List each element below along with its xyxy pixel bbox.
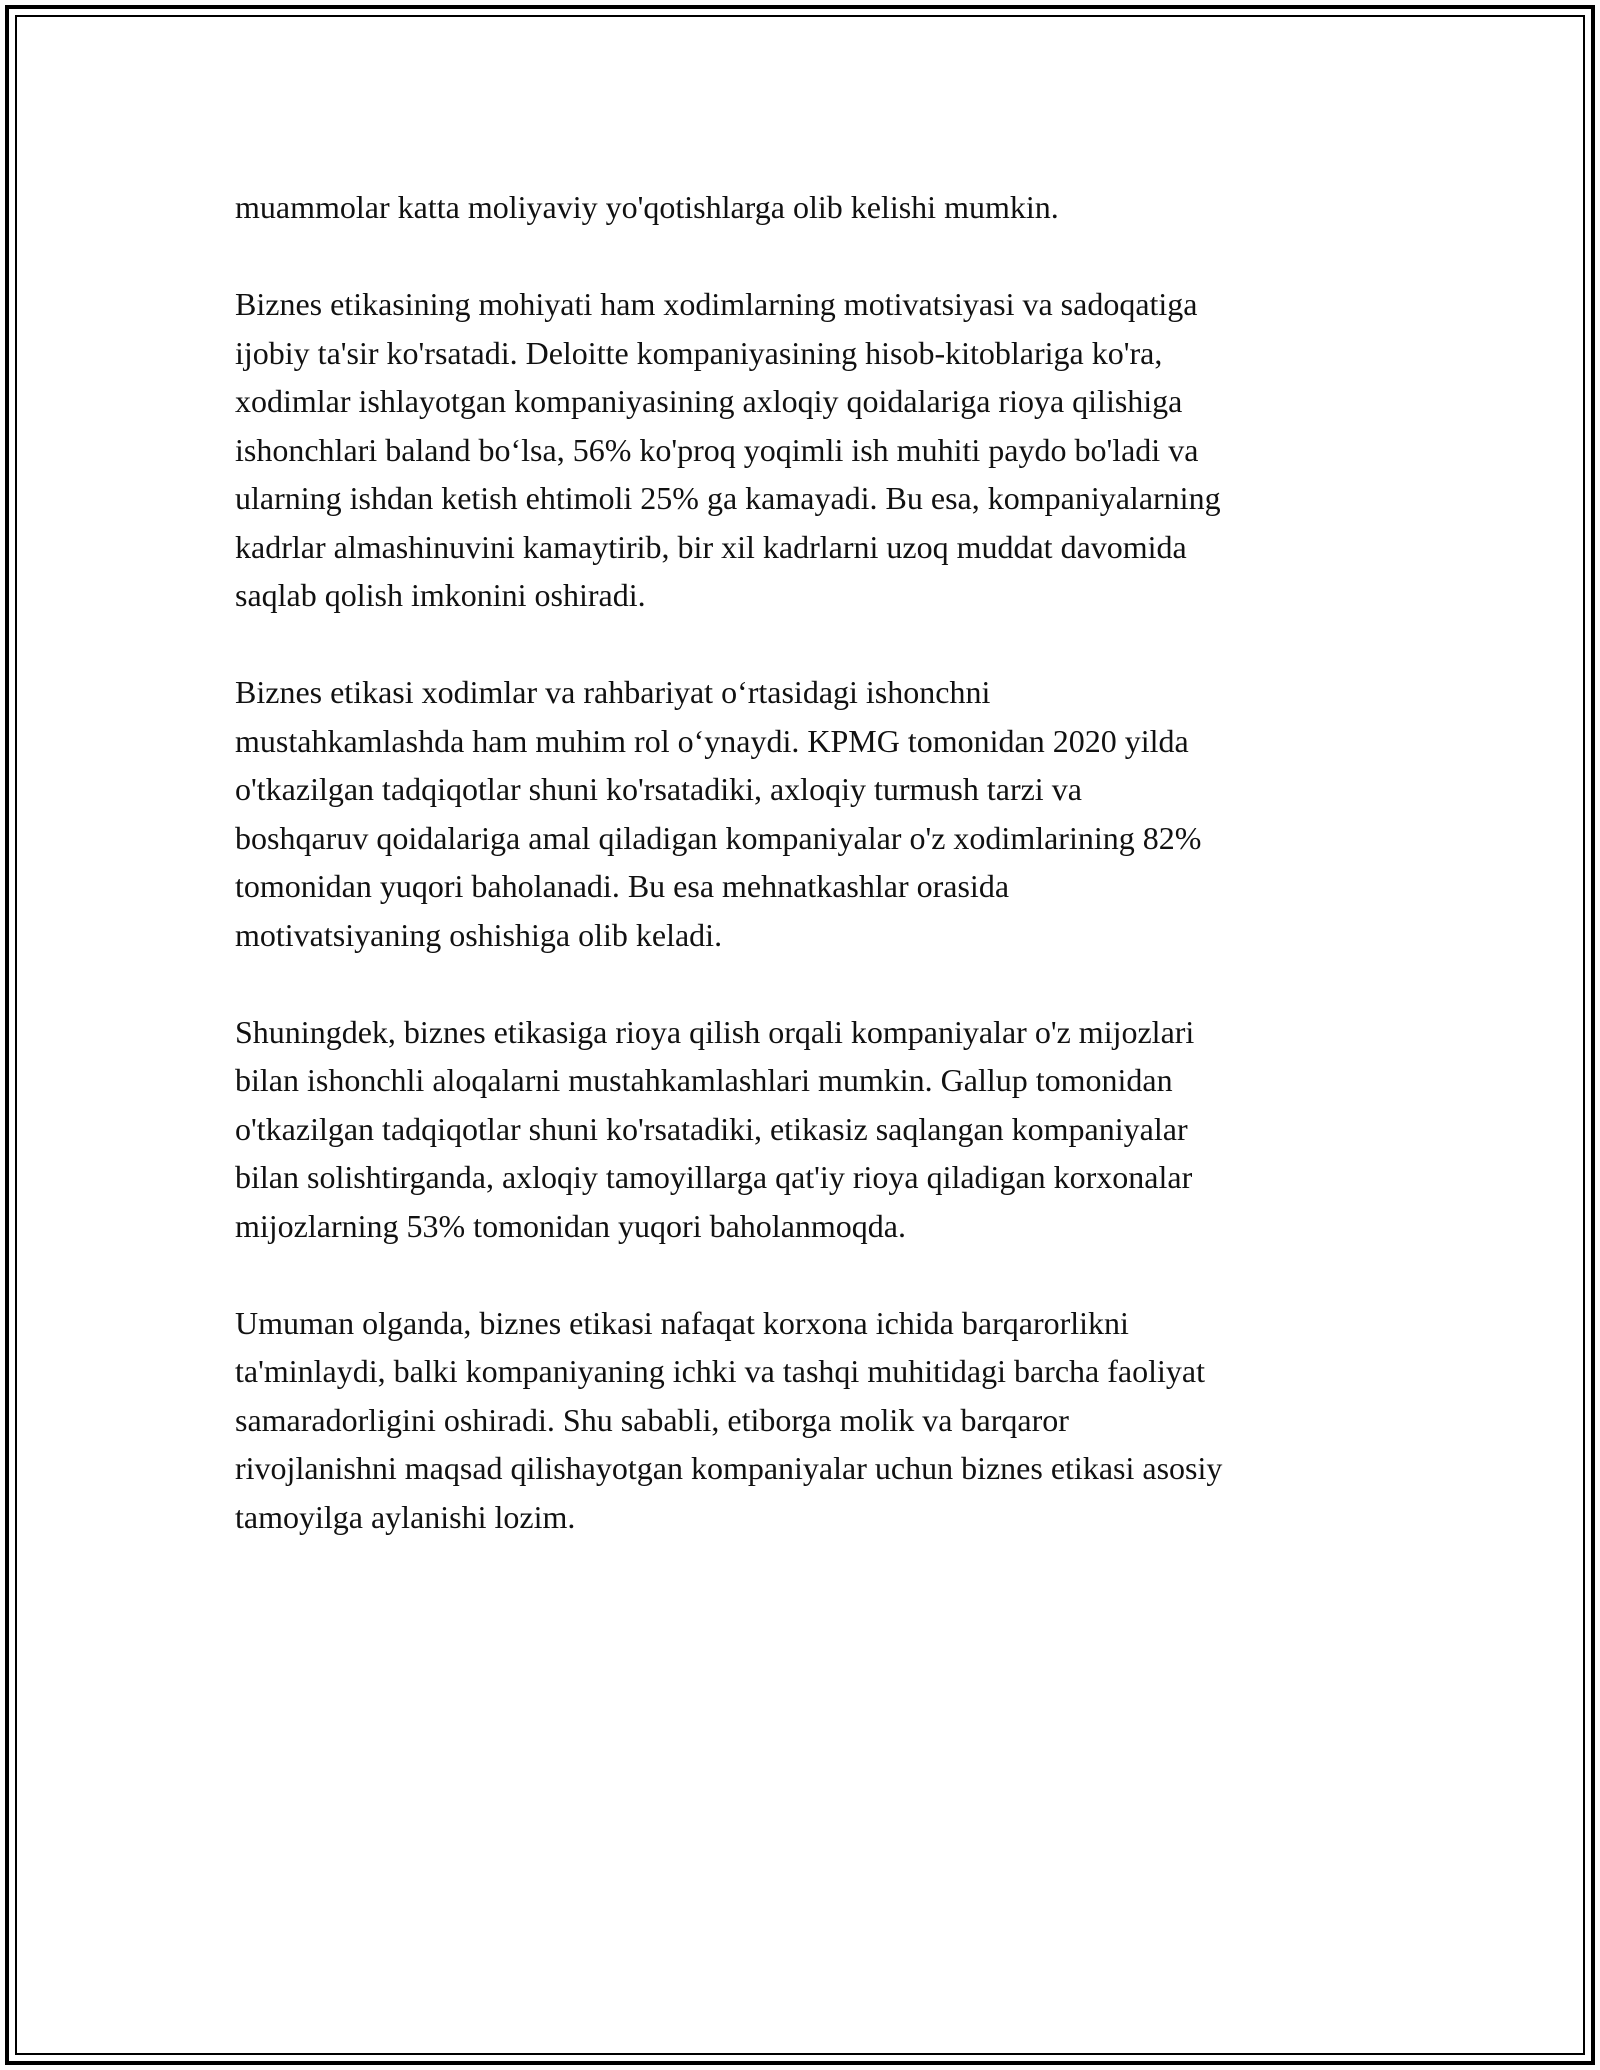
- text-line: o'tkazilgan tadqiqotlar shuni ko'rsatadiki, axloqiy turmush tarzi va: [235, 771, 1082, 807]
- text-line: xodimlar ishlayotgan kompaniyasining axloqiy qoidalariga rioya qilishiga: [235, 383, 1183, 419]
- text-line: bilan ishonchli aloqalarni mustahkamlashlari mumkin. Gallup tomonidan: [235, 1062, 1173, 1098]
- paragraph-4: [235, 1008, 1385, 1251]
- text-line: kadrlar almashinuvini kamaytirib, bir xil kadrlarni uzoq muddat davomida: [235, 528, 1187, 565]
- text-line: Biznes etikasining mohiyati ham xodimlarning motivatsiyasi va sadoqatiga: [235, 286, 1198, 322]
- paragraph-1: [235, 183, 1385, 232]
- text-line: samaradorligini oshiradi. Shu sababli, etiborga molik va barqaror: [235, 1401, 1069, 1438]
- text-line: o'tkazilgan tadqiqotlar shuni ko'rsatadiki, etikasiz saqlangan kompaniyalar: [235, 1110, 1188, 1147]
- text-line: tamoyilga aylanishi lozim.: [235, 1498, 576, 1535]
- text-line: ishonchlari baland bo‘lsa, 56% ko'proq yoqimli ish muhiti paydo bo'ladi va: [235, 431, 1199, 468]
- text-line: ularning ishdan ketish ehtimoli 25% ga kamayadi. Bu esa, kompaniyalarning: [235, 480, 1221, 516]
- text-line: rivojlanishni maqsad qilishayotgan kompaniyalar uchun biznes etikasi asosiy: [235, 1450, 1223, 1486]
- text-line: tomonidan yuqori baholanadi. Bu esa mehnatkashlar orasida: [235, 868, 1010, 904]
- paragraph-3: [235, 668, 1385, 959]
- text-line: motivatsiyaning oshishiga olib keladi.: [235, 916, 723, 953]
- text-line: saqlab qolish imkonini oshiradi.: [235, 577, 646, 613]
- text-line: ta'minlaydi, balki kompaniyaning ichki va tashqi muhitidagi barcha faoliyat: [235, 1353, 1205, 1389]
- text-line: boshqaruv qoidalariga amal qiladigan kompaniyalar o'z xodimlarining 82%: [235, 819, 1202, 856]
- paragraph-2: [235, 280, 1385, 620]
- text-line: Shuningdek, biznes etikasiga rioya qilish orqali kompaniyalar o'z mijozlari: [235, 1013, 1195, 1050]
- text-line: Biznes etikasi xodimlar va rahbariyat o‘rtasidagi ishonchni: [235, 674, 991, 710]
- text-line: Umuman olganda, biznes etikasi nafaqat korxona ichida barqarorlikni: [235, 1304, 1129, 1341]
- text-line: bilan solishtirganda, axloqiy tamoyillarga qat'iy rioya qiladigan korxonalar: [235, 1159, 1193, 1195]
- paragraph-5: [235, 1299, 1385, 1542]
- text-line: ijobiy ta'sir ko'rsatadi. Deloitte kompaniyasining hisob-kitoblariga ko'ra,: [235, 334, 1163, 371]
- text-line: mustahkamlashda ham muhim rol o‘ynaydi. KPMG tomonidan 2020 yilda: [235, 722, 1189, 759]
- text-line: muammolar katta moliyaviy yo'qotishlarga olib kelishi mumkin.: [235, 189, 1059, 225]
- document-body: [235, 183, 1385, 1590]
- text-line: mijozlarning 53% tomonidan yuqori baholanmoqda.: [235, 1207, 906, 1244]
